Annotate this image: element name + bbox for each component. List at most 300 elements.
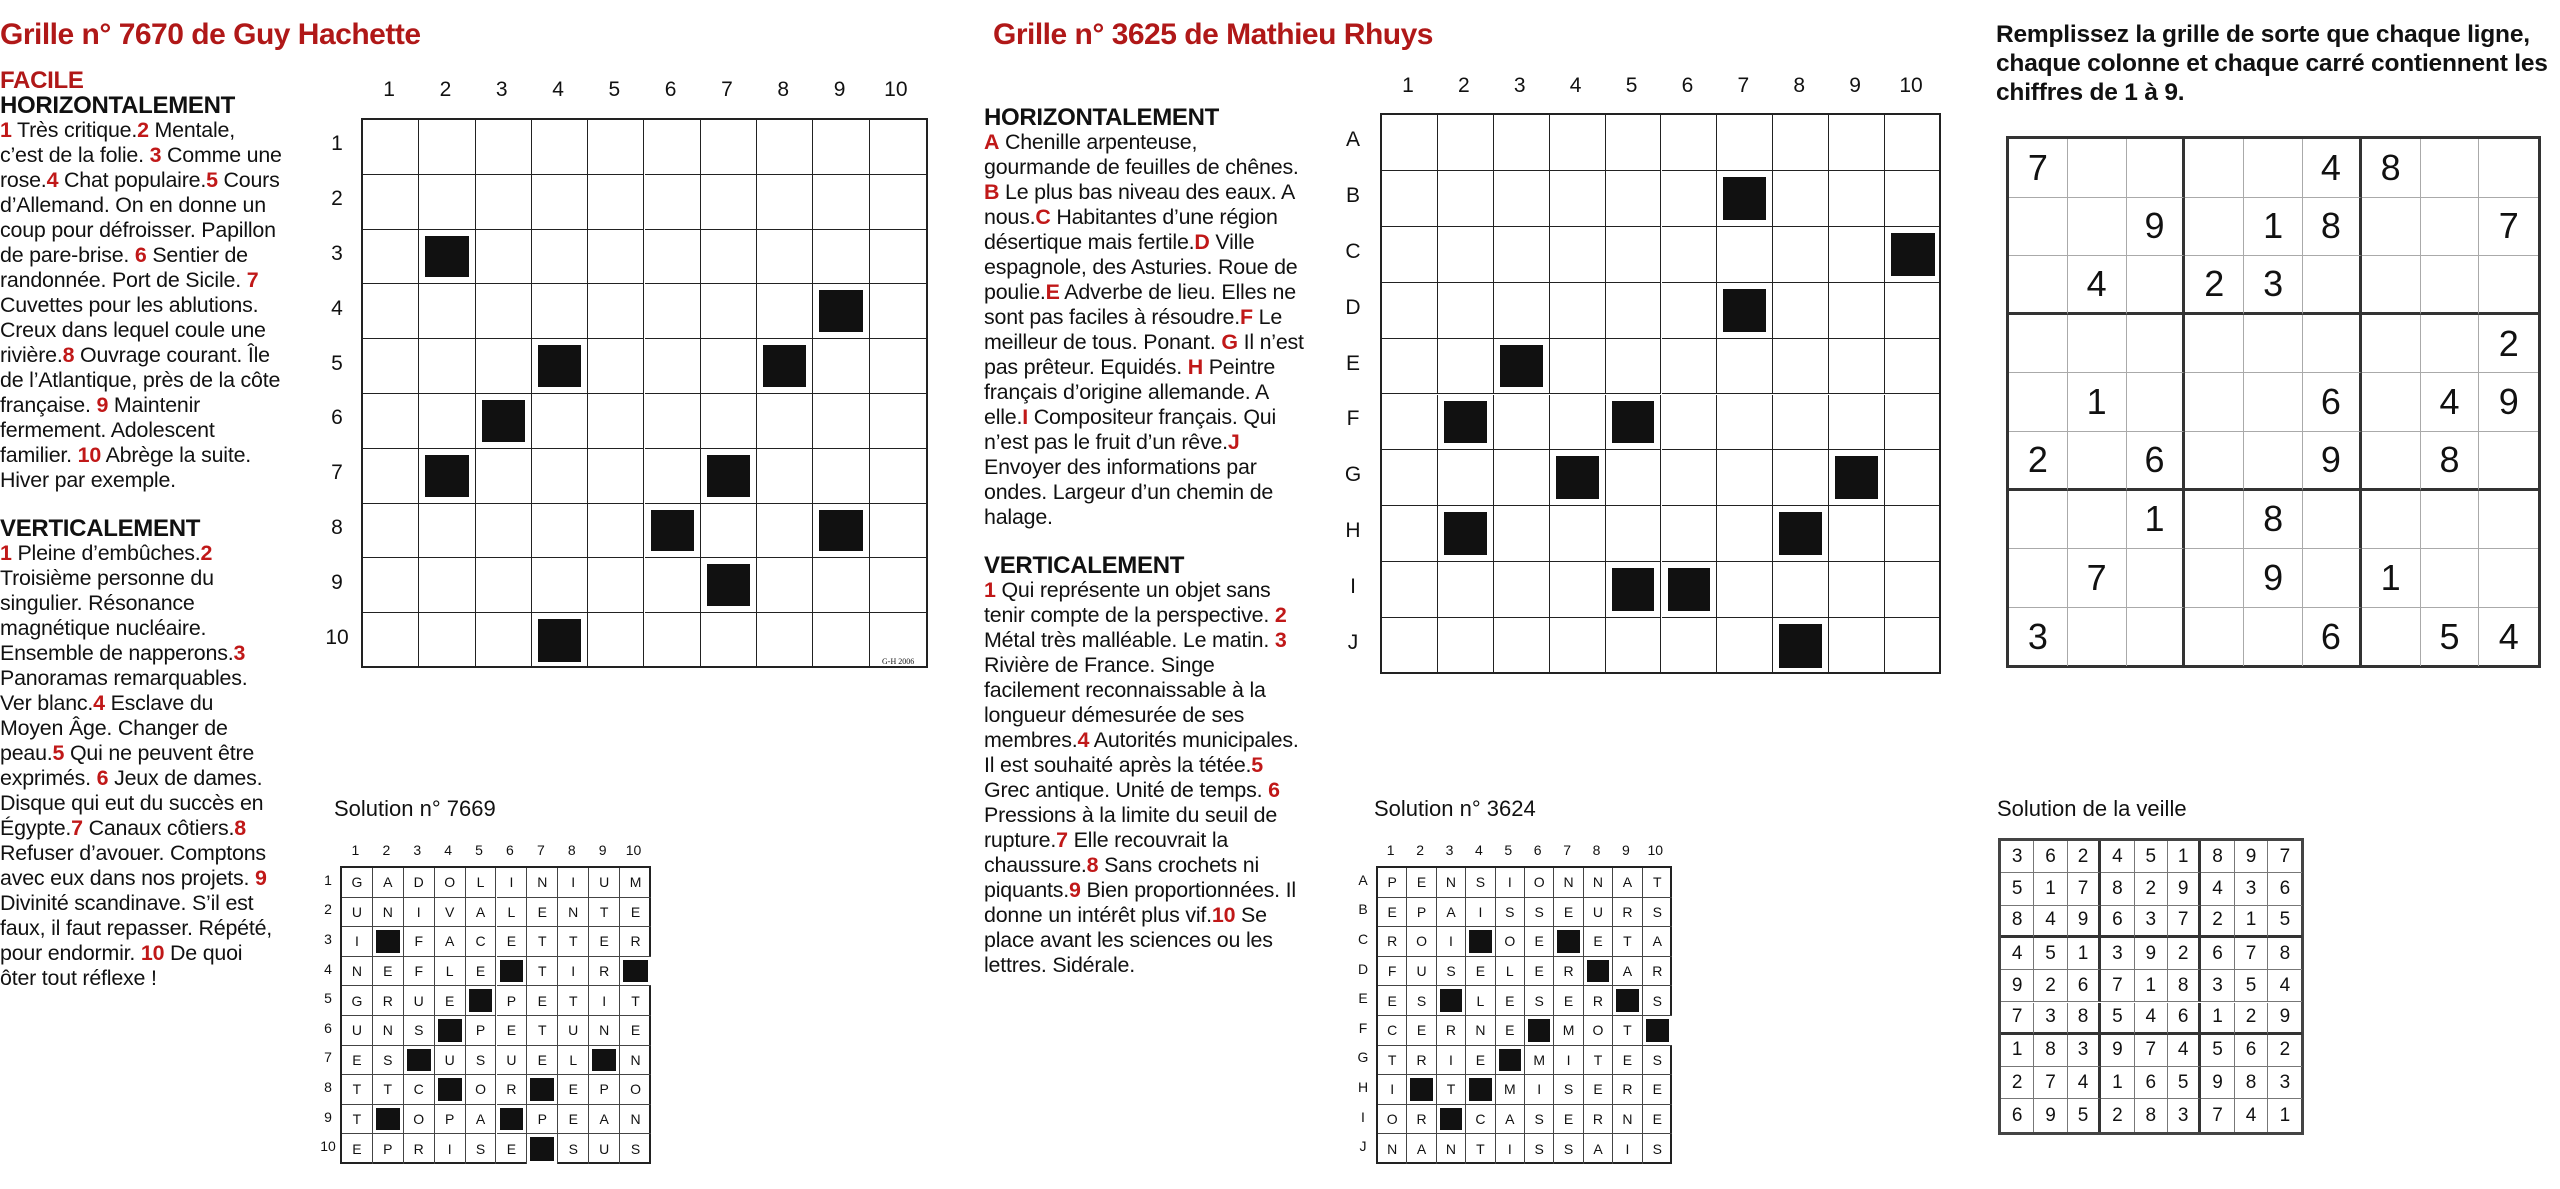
- crossword1-cell[interactable]: [588, 120, 644, 175]
- sudoku-cell[interactable]: [2244, 608, 2303, 667]
- crossword1-cell[interactable]: [813, 394, 869, 449]
- crossword1-cell[interactable]: [476, 558, 532, 613]
- crossword1-cell[interactable]: [588, 339, 644, 394]
- crossword1-cell[interactable]: [363, 394, 419, 449]
- crossword2-cell[interactable]: [1550, 618, 1606, 674]
- crossword1-cell[interactable]: [419, 120, 475, 175]
- crossword2-cell[interactable]: [1717, 283, 1773, 339]
- sudoku-cell[interactable]: 7: [2009, 139, 2068, 198]
- crossword1-cell[interactable]: [701, 175, 757, 230]
- crossword2-cell[interactable]: [1717, 171, 1773, 227]
- crossword2-cell[interactable]: [1382, 506, 1438, 562]
- crossword2-cell[interactable]: [1606, 450, 1662, 506]
- sudoku-cell[interactable]: [2303, 491, 2362, 550]
- crossword2-cell[interactable]: [1773, 618, 1829, 674]
- sudoku-cell[interactable]: [2009, 373, 2068, 432]
- crossword2-cell[interactable]: [1717, 227, 1773, 283]
- crossword1-solution-row-label: 7: [324, 1049, 332, 1066]
- crossword1-cell[interactable]: [701, 284, 757, 339]
- sudoku-cell[interactable]: [2068, 432, 2127, 491]
- crossword2-solution-cell: U: [1584, 898, 1613, 928]
- crossword1-cell[interactable]: [363, 284, 419, 339]
- crossword2-cell[interactable]: [1494, 171, 1550, 227]
- sudoku-cell[interactable]: [2009, 256, 2068, 315]
- crossword2-cell[interactable]: [1606, 339, 1662, 395]
- crossword2-cell[interactable]: [1382, 618, 1438, 674]
- sudoku-cell[interactable]: [2009, 549, 2068, 608]
- crossword1-cell[interactable]: [813, 120, 869, 175]
- crossword1-cell[interactable]: [645, 339, 701, 394]
- crossword1-cell[interactable]: [419, 558, 475, 613]
- crossword1-cell[interactable]: [532, 394, 588, 449]
- crossword1-cell[interactable]: [588, 558, 644, 613]
- crossword2-cell[interactable]: [1494, 506, 1550, 562]
- crossword2-cell[interactable]: [1494, 618, 1550, 674]
- crossword2-cell[interactable]: [1382, 395, 1438, 451]
- sudoku-cell[interactable]: [2244, 315, 2303, 374]
- crossword2-cell[interactable]: [1717, 115, 1773, 171]
- crossword2-cell[interactable]: [1773, 506, 1829, 562]
- sudoku-cell[interactable]: 1: [2068, 373, 2127, 432]
- sudoku-cell[interactable]: [2068, 315, 2127, 374]
- crossword2-across-clue-number: F: [1240, 305, 1253, 329]
- crossword2-grid[interactable]: [1380, 113, 1941, 674]
- sudoku-cell[interactable]: [2421, 491, 2480, 550]
- crossword1-cell[interactable]: [757, 449, 813, 504]
- crossword1-cell[interactable]: [476, 175, 532, 230]
- crossword1-cell[interactable]: [757, 394, 813, 449]
- crossword1-cell[interactable]: [476, 613, 532, 668]
- crossword1-solution-cell: N: [373, 898, 404, 928]
- crossword1-cell[interactable]: [588, 504, 644, 559]
- crossword1-cell[interactable]: [870, 284, 926, 339]
- crossword2-cell[interactable]: [1438, 395, 1494, 451]
- crossword2-cell[interactable]: [1494, 339, 1550, 395]
- crossword1-cell[interactable]: [419, 230, 475, 285]
- sudoku-cell[interactable]: [2479, 432, 2538, 491]
- sudoku-cell[interactable]: [2303, 315, 2362, 374]
- crossword2-cell[interactable]: [1773, 562, 1829, 618]
- crossword1-cell[interactable]: [701, 558, 757, 613]
- crossword1-solution-cell: P: [466, 1016, 497, 1046]
- crossword1-across-clue-text: Maintenir fermement. Adolescent familier.: [0, 393, 215, 467]
- sudoku-cell[interactable]: [2185, 139, 2244, 198]
- sudoku-cell[interactable]: 3: [2009, 608, 2068, 667]
- sudoku-cell[interactable]: 7: [2068, 549, 2127, 608]
- sudoku-cell[interactable]: 3: [2244, 256, 2303, 315]
- crossword2-cell[interactable]: [1382, 283, 1438, 339]
- crossword2-cell[interactable]: [1550, 227, 1606, 283]
- crossword1-cell[interactable]: [532, 504, 588, 559]
- sudoku-cell[interactable]: [2009, 315, 2068, 374]
- crossword2-cell[interactable]: [1494, 562, 1550, 618]
- crossword1-cell[interactable]: [757, 339, 813, 394]
- sudoku-cell[interactable]: [2185, 608, 2244, 667]
- sudoku-cell[interactable]: 2: [2185, 256, 2244, 315]
- crossword1-grid[interactable]: [361, 118, 928, 668]
- crossword2-cell[interactable]: [1438, 339, 1494, 395]
- crossword2-cell[interactable]: [1829, 450, 1885, 506]
- crossword2-cell[interactable]: [1606, 395, 1662, 451]
- crossword2-cell[interactable]: [1438, 227, 1494, 283]
- crossword2-cell[interactable]: [1382, 450, 1438, 506]
- crossword1-cell[interactable]: [363, 339, 419, 394]
- crossword2-cell[interactable]: [1382, 339, 1438, 395]
- crossword1-cell[interactable]: [532, 120, 588, 175]
- crossword1-cell[interactable]: [532, 558, 588, 613]
- crossword2-cell[interactable]: [1662, 450, 1718, 506]
- crossword2-cell[interactable]: [1382, 562, 1438, 618]
- crossword1-cell[interactable]: [645, 230, 701, 285]
- crossword1-cell[interactable]: [701, 504, 757, 559]
- crossword1-cell[interactable]: [476, 449, 532, 504]
- crossword2-cell[interactable]: [1662, 115, 1718, 171]
- crossword2-cell[interactable]: [1773, 395, 1829, 451]
- crossword1-cell[interactable]: [757, 175, 813, 230]
- sudoku-cell[interactable]: [2244, 373, 2303, 432]
- sudoku-cell[interactable]: [2009, 198, 2068, 257]
- crossword1-cell[interactable]: [476, 339, 532, 394]
- crossword1-cell[interactable]: [363, 504, 419, 559]
- sudoku-cell[interactable]: [2421, 139, 2480, 198]
- sudoku-solution-cell: 9: [2001, 970, 2034, 1002]
- crossword1-cell[interactable]: [645, 504, 701, 559]
- crossword1-cell[interactable]: [588, 284, 644, 339]
- crossword1-cell[interactable]: [701, 230, 757, 285]
- crossword2-cell[interactable]: [1773, 171, 1829, 227]
- sudoku-cell[interactable]: [2127, 139, 2186, 198]
- crossword1-cell[interactable]: [588, 613, 644, 668]
- sudoku-cell[interactable]: [2421, 315, 2480, 374]
- sudoku-cell[interactable]: 2: [2009, 432, 2068, 491]
- crossword1-solution-cell: E: [527, 1046, 558, 1076]
- crossword2-cell[interactable]: [1662, 171, 1718, 227]
- crossword1-cell[interactable]: [870, 175, 926, 230]
- sudoku-cell[interactable]: 2: [2479, 315, 2538, 374]
- crossword2-cell[interactable]: [1494, 450, 1550, 506]
- crossword1-cell[interactable]: [813, 339, 869, 394]
- crossword2-cell[interactable]: [1662, 395, 1718, 451]
- crossword2-cell[interactable]: [1829, 506, 1885, 562]
- sudoku-cell[interactable]: [2362, 315, 2421, 374]
- sudoku-cell[interactable]: [2244, 139, 2303, 198]
- crossword2-cell[interactable]: [1438, 562, 1494, 618]
- sudoku-cell[interactable]: 9: [2303, 432, 2362, 491]
- crossword2-cell[interactable]: [1829, 171, 1885, 227]
- crossword1-cell[interactable]: [588, 230, 644, 285]
- crossword2-cell[interactable]: [1885, 450, 1941, 506]
- crossword1-cell[interactable]: [870, 230, 926, 285]
- crossword1-cell[interactable]: [813, 284, 869, 339]
- crossword2-cell[interactable]: [1382, 115, 1438, 171]
- sudoku-cell[interactable]: [2185, 549, 2244, 608]
- sudoku-cell[interactable]: 6: [2303, 608, 2362, 667]
- sudoku-cell[interactable]: 9: [2244, 549, 2303, 608]
- sudoku-cell[interactable]: 9: [2127, 198, 2186, 257]
- crossword2-cell[interactable]: [1550, 171, 1606, 227]
- crossword1-cell[interactable]: [476, 284, 532, 339]
- sudoku-grid[interactable]: [2006, 136, 2541, 668]
- sudoku-cell[interactable]: 4: [2421, 373, 2480, 432]
- crossword1-cell[interactable]: [476, 230, 532, 285]
- crossword1-cell[interactable]: [870, 120, 926, 175]
- crossword2-cell[interactable]: [1885, 506, 1941, 562]
- crossword2-cell[interactable]: [1885, 618, 1941, 674]
- sudoku-cell[interactable]: [2068, 608, 2127, 667]
- sudoku-cell[interactable]: 1: [2127, 491, 2186, 550]
- crossword2-cell[interactable]: [1829, 395, 1885, 451]
- crossword2-cell[interactable]: [1606, 562, 1662, 618]
- crossword2-cell[interactable]: [1885, 227, 1941, 283]
- crossword2-row-label: C: [1345, 239, 1361, 263]
- crossword1-cell[interactable]: [532, 613, 588, 668]
- sudoku-cell[interactable]: [2303, 549, 2362, 608]
- crossword2-cell[interactable]: [1829, 227, 1885, 283]
- sudoku-cell[interactable]: 8: [2362, 139, 2421, 198]
- crossword2-cell[interactable]: [1494, 395, 1550, 451]
- crossword1-cell[interactable]: [532, 339, 588, 394]
- crossword2-solution-cell: T: [1437, 1075, 1466, 1105]
- crossword1-cell[interactable]: [645, 449, 701, 504]
- sudoku-cell[interactable]: 8: [2421, 432, 2480, 491]
- sudoku-solution-cell: 3: [2034, 1003, 2067, 1035]
- sudoku-cell[interactable]: [2421, 549, 2480, 608]
- sudoku-cell[interactable]: [2303, 256, 2362, 315]
- crossword2-cell[interactable]: [1829, 618, 1885, 674]
- crossword2-cell[interactable]: [1773, 227, 1829, 283]
- crossword1-cell[interactable]: [476, 120, 532, 175]
- crossword1-cell[interactable]: [363, 175, 419, 230]
- crossword1-cell[interactable]: [419, 449, 475, 504]
- crossword2-cell[interactable]: [1662, 339, 1718, 395]
- crossword2-cell[interactable]: [1550, 506, 1606, 562]
- crossword1-black-square: [425, 236, 468, 278]
- crossword2-cell[interactable]: [1829, 283, 1885, 339]
- crossword1-cell[interactable]: [588, 394, 644, 449]
- crossword2-cell[interactable]: [1885, 115, 1941, 171]
- sudoku-cell[interactable]: 1: [2244, 198, 2303, 257]
- crossword1-cell[interactable]: [813, 449, 869, 504]
- crossword2-cell[interactable]: [1829, 339, 1885, 395]
- crossword2-cell[interactable]: [1773, 450, 1829, 506]
- crossword2-cell[interactable]: [1494, 283, 1550, 339]
- crossword2-cell[interactable]: [1438, 618, 1494, 674]
- crossword1-cell[interactable]: [757, 230, 813, 285]
- crossword2-cell[interactable]: [1606, 115, 1662, 171]
- crossword1-cell[interactable]: [645, 613, 701, 668]
- crossword1-cell[interactable]: [363, 613, 419, 668]
- crossword1-cell[interactable]: [701, 120, 757, 175]
- sudoku-cell[interactable]: [2185, 373, 2244, 432]
- sudoku-cell[interactable]: [2127, 608, 2186, 667]
- crossword2-solution-cell: S: [1525, 986, 1554, 1016]
- crossword1-cell[interactable]: [588, 175, 644, 230]
- crossword1-cell[interactable]: [701, 394, 757, 449]
- sudoku-cell[interactable]: 8: [2303, 198, 2362, 257]
- crossword1-cell[interactable]: [532, 175, 588, 230]
- crossword2-cell[interactable]: [1606, 618, 1662, 674]
- crossword2-cell[interactable]: [1494, 227, 1550, 283]
- crossword1-cell[interactable]: [476, 504, 532, 559]
- crossword2-cell[interactable]: [1717, 562, 1773, 618]
- crossword2-cell[interactable]: [1494, 115, 1550, 171]
- crossword1-cell[interactable]: [419, 504, 475, 559]
- crossword2-cell[interactable]: [1438, 171, 1494, 227]
- crossword1-cell[interactable]: [645, 175, 701, 230]
- crossword2-cell[interactable]: [1606, 283, 1662, 339]
- sudoku-cell[interactable]: [2185, 491, 2244, 550]
- crossword2-cell[interactable]: [1550, 115, 1606, 171]
- crossword2-cell[interactable]: [1662, 562, 1718, 618]
- crossword1-cell[interactable]: [757, 284, 813, 339]
- crossword1-cell[interactable]: [532, 449, 588, 504]
- crossword2-cell[interactable]: [1662, 618, 1718, 674]
- crossword1-cell[interactable]: [532, 230, 588, 285]
- sudoku-cell[interactable]: [2362, 198, 2421, 257]
- crossword2-cell[interactable]: [1773, 283, 1829, 339]
- crossword1-cell[interactable]: [870, 339, 926, 394]
- sudoku-cell[interactable]: [2362, 491, 2421, 550]
- sudoku-cell[interactable]: [2009, 491, 2068, 550]
- crossword1-cell[interactable]: [645, 558, 701, 613]
- sudoku-cell[interactable]: [2479, 491, 2538, 550]
- crossword2-cell[interactable]: [1717, 618, 1773, 674]
- crossword2-cell[interactable]: [1885, 562, 1941, 618]
- crossword2-cell[interactable]: [1438, 115, 1494, 171]
- crossword2-cell[interactable]: [1438, 506, 1494, 562]
- sudoku-cell[interactable]: [2479, 256, 2538, 315]
- crossword1-solution-cell: O: [435, 868, 466, 898]
- crossword2-cell[interactable]: [1550, 283, 1606, 339]
- sudoku-cell[interactable]: [2362, 373, 2421, 432]
- sudoku-cell[interactable]: 5: [2421, 608, 2480, 667]
- crossword2-cell[interactable]: [1717, 395, 1773, 451]
- crossword1-cell[interactable]: [813, 230, 869, 285]
- crossword2-cell[interactable]: [1606, 506, 1662, 562]
- crossword1-cell[interactable]: [588, 449, 644, 504]
- crossword1-cell[interactable]: [870, 394, 926, 449]
- crossword1-cell[interactable]: [419, 394, 475, 449]
- crossword1-cell[interactable]: [813, 558, 869, 613]
- crossword1-cell[interactable]: [701, 613, 757, 668]
- crossword2-cell[interactable]: [1550, 562, 1606, 618]
- crossword2-cell[interactable]: [1550, 395, 1606, 451]
- sudoku-cell[interactable]: [2421, 198, 2480, 257]
- crossword2-cell[interactable]: [1885, 395, 1941, 451]
- crossword1-cell[interactable]: [419, 613, 475, 668]
- crossword2-cell[interactable]: [1885, 339, 1941, 395]
- crossword1-cell[interactable]: [757, 504, 813, 559]
- sudoku-cell[interactable]: [2068, 139, 2127, 198]
- crossword2-cell[interactable]: [1717, 450, 1773, 506]
- crossword2-cell[interactable]: [1773, 339, 1829, 395]
- crossword2-cell[interactable]: [1382, 227, 1438, 283]
- crossword1-cell[interactable]: [419, 284, 475, 339]
- crossword1-cell[interactable]: [757, 558, 813, 613]
- crossword2-cell[interactable]: [1717, 506, 1773, 562]
- sudoku-cell[interactable]: [2185, 198, 2244, 257]
- crossword1-cell[interactable]: [363, 230, 419, 285]
- sudoku-cell[interactable]: [2244, 432, 2303, 491]
- sudoku-cell[interactable]: 9: [2479, 373, 2538, 432]
- sudoku-cell[interactable]: [2185, 432, 2244, 491]
- sudoku-cell[interactable]: [2127, 549, 2186, 608]
- crossword1-cell[interactable]: [645, 394, 701, 449]
- crossword1-solution-cell: A: [373, 868, 404, 898]
- sudoku-cell[interactable]: [2127, 315, 2186, 374]
- crossword2-cell[interactable]: [1885, 283, 1941, 339]
- crossword1-cell[interactable]: [813, 504, 869, 559]
- sudoku-cell[interactable]: [2127, 373, 2186, 432]
- crossword2-cell[interactable]: [1662, 506, 1718, 562]
- crossword2-cell[interactable]: [1606, 171, 1662, 227]
- crossword1-cell[interactable]: [363, 558, 419, 613]
- sudoku-cell[interactable]: 4: [2498, 616, 2519, 658]
- crossword1-cell[interactable]: [476, 394, 532, 449]
- crossword2-cell[interactable]: [1829, 115, 1885, 171]
- crossword1-cell[interactable]: [645, 284, 701, 339]
- crossword1-cell[interactable]: [532, 284, 588, 339]
- sudoku-cell[interactable]: 4: [2068, 256, 2127, 315]
- sudoku-cell[interactable]: [2185, 315, 2244, 374]
- sudoku-cell[interactable]: [2479, 139, 2538, 198]
- sudoku-cell[interactable]: [2479, 549, 2538, 608]
- sudoku-cell[interactable]: [2421, 256, 2480, 315]
- crossword1-cell[interactable]: [701, 339, 757, 394]
- crossword1-cell[interactable]: [870, 504, 926, 559]
- crossword1-cell[interactable]: [870, 558, 926, 613]
- crossword2-cell[interactable]: [1662, 283, 1718, 339]
- sudoku-cell[interactable]: [2127, 256, 2186, 315]
- sudoku-cell[interactable]: 4: [2303, 139, 2362, 198]
- crossword2-cell[interactable]: [1382, 171, 1438, 227]
- crossword2-across-clue-text: Habitantes d’une région désertique mais fertile.: [984, 205, 1278, 254]
- sudoku-cell[interactable]: [2362, 432, 2421, 491]
- sudoku-cell[interactable]: [2362, 256, 2421, 315]
- sudoku-cell[interactable]: 1: [2362, 549, 2421, 608]
- crossword2-cell[interactable]: [1885, 171, 1941, 227]
- crossword2-cell[interactable]: [1662, 227, 1718, 283]
- sudoku-cell[interactable]: [2068, 491, 2127, 550]
- crossword2-cell[interactable]: [1717, 339, 1773, 395]
- sudoku-cell[interactable]: 7: [2479, 198, 2538, 257]
- crossword1-cell[interactable]: [870, 449, 926, 504]
- crossword1-cell[interactable]: [757, 120, 813, 175]
- crossword2-cell[interactable]: [1438, 283, 1494, 339]
- crossword2-cell[interactable]: [1606, 227, 1662, 283]
- crossword1-cell[interactable]: [363, 449, 419, 504]
- sudoku-cell[interactable]: 8: [2244, 491, 2303, 550]
- crossword1-cell[interactable]: [419, 175, 475, 230]
- crossword1-cell[interactable]: [813, 613, 869, 668]
- sudoku-cell[interactable]: 6: [2303, 373, 2362, 432]
- crossword1-cell[interactable]: [757, 613, 813, 668]
- crossword1-cell[interactable]: [645, 120, 701, 175]
- sudoku-cell[interactable]: [2068, 198, 2127, 257]
- crossword2-cell[interactable]: [1773, 115, 1829, 171]
- sudoku-cell[interactable]: 6: [2127, 432, 2186, 491]
- crossword1-cell[interactable]: [701, 449, 757, 504]
- crossword2-cell[interactable]: [1550, 339, 1606, 395]
- crossword2-cell[interactable]: [1829, 562, 1885, 618]
- crossword1-cell[interactable]: [363, 120, 419, 175]
- crossword1-cell[interactable]: [419, 339, 475, 394]
- crossword2-cell[interactable]: [1438, 450, 1494, 506]
- crossword2-cell[interactable]: [1550, 450, 1606, 506]
- sudoku-cell[interactable]: [2362, 608, 2421, 667]
- sudoku-solution-cell: 6: [2235, 1035, 2268, 1067]
- crossword1-cell[interactable]: [813, 175, 869, 230]
